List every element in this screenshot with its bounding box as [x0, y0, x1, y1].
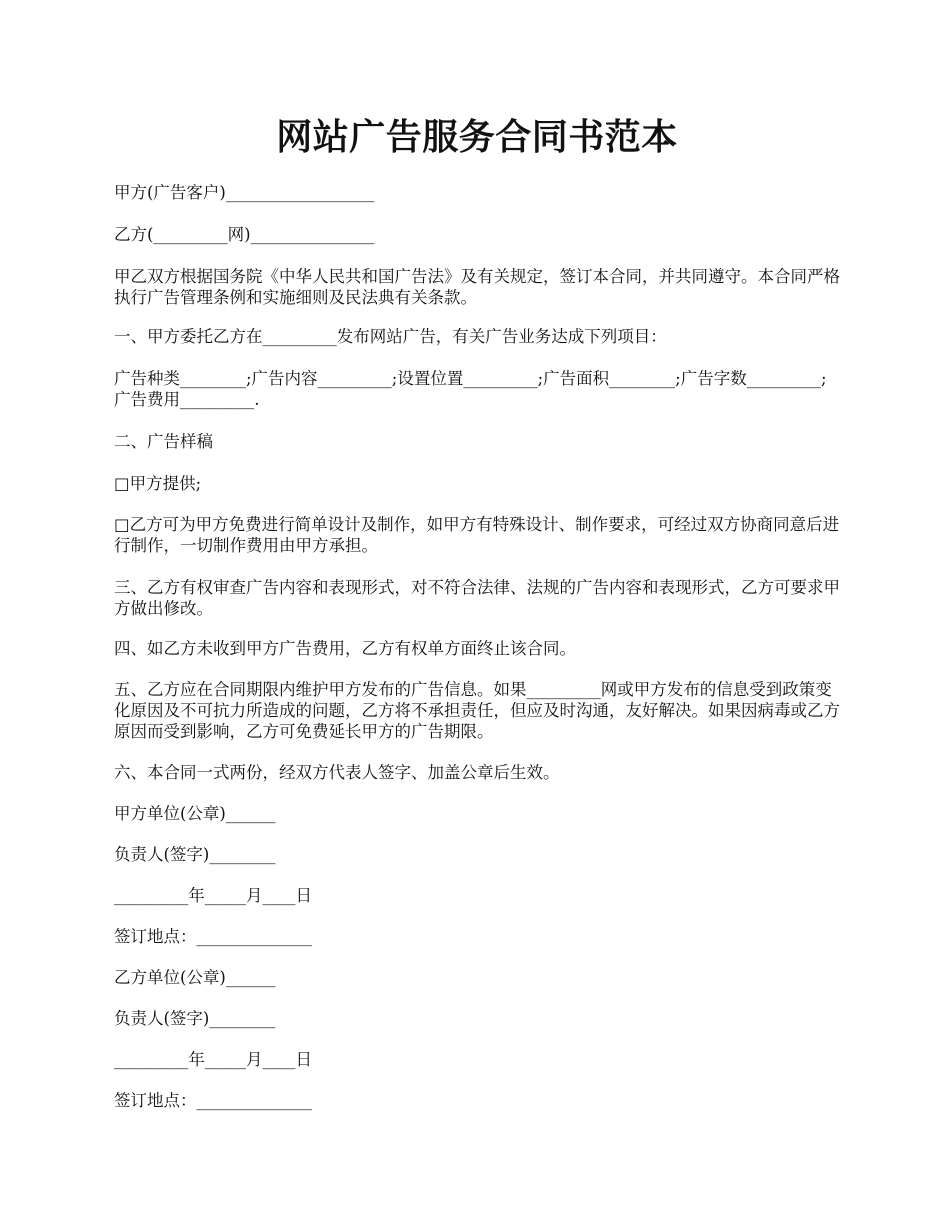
clause-1-heading: 一、甲方委托乙方在_________发布网站广告，有关广告业务达成下列项目：: [114, 327, 667, 346]
party-b-signer-line: 负责人(签字)________: [114, 1009, 276, 1028]
party-b-date-line: _________年_____月____日: [114, 1050, 312, 1069]
clause-2-option-a: □甲方提供;: [114, 474, 202, 493]
clause-5-paragraph: 五、乙方应在合同期限内维护甲方发布的广告信息。如果_________网或甲方发布的信息受到政策变化原因及不可抗力所造成的问题，乙方将不承担责任，但应及时沟通，友好解决。如果因病毒或乙方原因而受到影响，乙方可免费延长甲方的广告期限。: [114, 680, 840, 741]
party-a-place-line: 签订地点：______________: [114, 927, 312, 946]
clause-4-paragraph: 四、如乙方未收到甲方广告费用，乙方有权单方面终止该合同。: [114, 639, 576, 658]
document-title: 网站广告服务合同书范本: [276, 116, 678, 158]
party-a-date-line: _________年_____月____日: [114, 886, 312, 905]
clause-2-heading: 二、广告样稿: [114, 432, 213, 451]
party-a-signer-line: 负责人(签字)________: [114, 845, 276, 864]
party-b-seal-line: 乙方单位(公章)______: [114, 968, 276, 987]
clause-3-paragraph: 三、乙方有权审查广告内容和表现形式，对不符合法律、法规的广告内容和表现形式，乙方可要求甲方做出修改。: [114, 578, 840, 618]
clause-1-items: 广告种类________;广告内容_________;设置位置_________;广告面积________;广告字数_________;广告费用_________.: [114, 369, 827, 409]
preamble-paragraph: 甲乙双方根据国务院《中华人民共和国广告法》及有关规定，签订本合同，并共同遵守。本合同严格执行广告管理条例和实施细则及民法典有关条款。: [114, 267, 840, 307]
clause-6-paragraph: 六、本合同一式两份，经双方代表人签字、加盖公章后生效。: [114, 763, 560, 782]
party-b-place-line: 签订地点：______________: [114, 1091, 312, 1110]
party-a-line: 甲方(广告客户)__________________: [114, 183, 375, 202]
party-b-line: 乙方(_________网)_______________: [114, 225, 375, 244]
clause-2-option-b: □乙方可为甲方免费进行简单设计及制作，如甲方有特殊设计、制作要求，可经过双方协商同意后进行制作，一切制作费用由甲方承担。: [114, 515, 840, 555]
party-a-seal-line: 甲方单位(公章)______: [114, 804, 276, 823]
